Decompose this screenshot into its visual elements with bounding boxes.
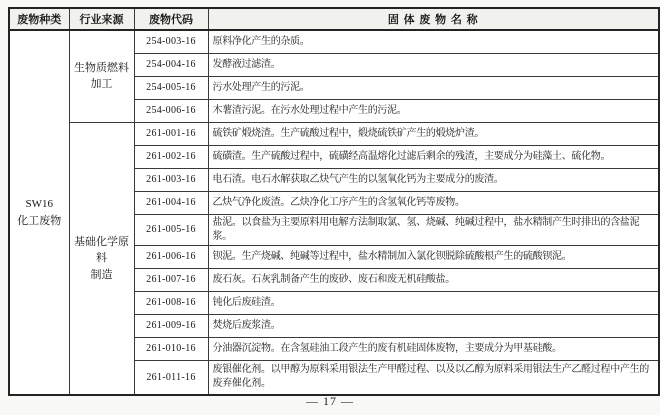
waste-code: 254-005-16 <box>134 76 208 99</box>
waste-name: 焚烧后废浆渣。 <box>208 314 659 337</box>
waste-name: 废银催化剂。以甲醇为原料采用银法生产甲醛过程、以及以乙醇为原料采用银法生产乙醛过程中产生的废弃催化剂。 <box>208 360 659 395</box>
waste-name: 木薯渣污泥。在污水处理过程中产生的污泥。 <box>208 99 659 122</box>
waste-code: 261-001-16 <box>134 122 208 145</box>
table-header-row <box>9 8 659 30</box>
waste-code: 261-006-16 <box>134 245 208 268</box>
waste-name: 原料净化产生的杂质。 <box>208 30 659 53</box>
industry-source-cell-basic-chemical <box>69 122 134 395</box>
industry-label-line1: 生物质燃料 <box>74 61 129 74</box>
waste-name: 污水处理产生的污泥。 <box>208 76 659 99</box>
waste-name: 发酵液过滤渣。 <box>208 53 659 76</box>
waste-name: 废石灰。石灰乳制备产生的废砂、废石和废无机硅酸盐。 <box>208 268 659 291</box>
table-row <box>9 122 659 145</box>
solid-waste-catalog-table <box>8 7 660 396</box>
industry-source-cell-biomass <box>69 30 134 122</box>
waste-name: 盐泥。以食盐为主要原料用电解方法制取氯、氢、烧碱、纯碱过程中，盐水精制产生时排出的含盐泥浆。 <box>208 214 659 245</box>
industry-label-line2: 加工 <box>90 78 113 91</box>
header-industry-source: 行业来源 <box>69 8 134 30</box>
waste-code: 261-007-16 <box>134 268 208 291</box>
waste-name: 钡泥。生产烧碱、纯碱等过程中，盐水精制加入氯化钡脱除硫酸根产生的硫酸钡泥。 <box>208 245 659 268</box>
waste-name: 硫磺渣。生产硫酸过程中，硫磺经高温熔化过滤后剩余的残渣，主要成分为硅藻土、硫化物。 <box>208 145 659 168</box>
waste-name: 电石渣。电石水解获取乙炔气产生的以氢氧化钙为主要成分的废渣。 <box>208 168 659 191</box>
header-solid-waste-name: 固 体 废 物 名 称 <box>208 8 659 30</box>
waste-name: 硫铁矿煅烧渣。生产硫酸过程中，煅烧硫铁矿产生的煅烧炉渣。 <box>208 122 659 145</box>
waste-category-cell <box>9 30 69 395</box>
category-code: SW16 <box>25 198 53 210</box>
waste-code: 261-004-16 <box>134 191 208 214</box>
waste-code: 261-008-16 <box>134 291 208 314</box>
waste-code: 254-006-16 <box>134 99 208 122</box>
waste-code: 261-009-16 <box>134 314 208 337</box>
waste-code: 261-005-16 <box>134 214 208 245</box>
header-waste-category: 废物种类 <box>9 8 69 30</box>
category-name: 化工废物 <box>17 214 62 227</box>
waste-name: 乙炔气净化废渣。乙炔净化工序产生的含氢氧化钙等废物。 <box>208 191 659 214</box>
table-row <box>9 30 659 53</box>
waste-code: 254-003-16 <box>134 30 208 53</box>
industry-label-line1: 基础化学原料 <box>74 235 129 264</box>
waste-name: 钝化后废硅渣。 <box>208 291 659 314</box>
waste-name: 分油器沉淀物。在含氢硅油工段产生的废有机硅固体废物，主要成分为甲基硅酸。 <box>208 337 659 360</box>
waste-code: 261-003-16 <box>134 168 208 191</box>
page-number: — 17 — <box>306 394 354 408</box>
industry-label-line2: 制造 <box>90 268 113 281</box>
waste-code: 261-002-16 <box>134 145 208 168</box>
header-waste-code: 废物代码 <box>134 8 208 30</box>
waste-code: 261-010-16 <box>134 337 208 360</box>
waste-code: 261-011-16 <box>134 360 208 395</box>
waste-code: 254-004-16 <box>134 53 208 76</box>
